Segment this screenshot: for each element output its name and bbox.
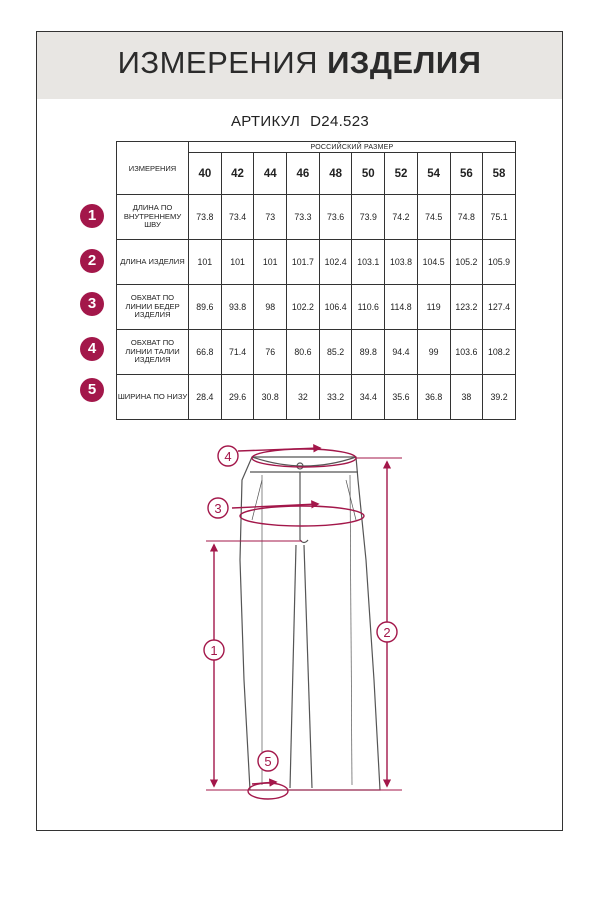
table-cell: 99 <box>417 330 450 375</box>
table-cell: 36.8 <box>417 375 450 420</box>
table-cell: 74.2 <box>385 195 418 240</box>
waist-ellipse <box>252 449 356 467</box>
article-label: АРТИКУЛ <box>231 113 301 130</box>
table-cell: 29.6 <box>221 375 254 420</box>
pocket-left <box>252 480 262 520</box>
size-header: 46 <box>287 153 320 195</box>
table-cell: 39.2 <box>483 375 516 420</box>
size-header: 50 <box>352 153 385 195</box>
table-cell: 101.7 <box>287 240 320 285</box>
table-cell: 101 <box>221 240 254 285</box>
size-header: 58 <box>483 153 516 195</box>
table-cell: 73.3 <box>287 195 320 240</box>
marker-4-label: 4 <box>224 449 232 464</box>
size-header: 44 <box>254 153 287 195</box>
table-cell: 103.8 <box>385 240 418 285</box>
table-cell: 74.8 <box>450 195 483 240</box>
marker-1 <box>204 640 224 660</box>
table-cell: 110.6 <box>352 285 385 330</box>
row-label: ОБХВАТ ПО ЛИНИИ ТАЛИИ ИЗДЕЛИЯ <box>117 330 189 375</box>
table-cell: 73 <box>254 195 287 240</box>
pocket-right <box>346 480 356 520</box>
size-header: 42 <box>221 153 254 195</box>
table-cell: 73.8 <box>189 195 222 240</box>
hip-ellipse <box>240 506 364 526</box>
table-cell: 101 <box>254 240 287 285</box>
row-label: ДЛИНА ПО ВНУТРЕННЕМУ ШВУ <box>117 195 189 240</box>
marker-2 <box>377 622 397 642</box>
table-cell: 102.2 <box>287 285 320 330</box>
russian-size-header: РОССИЙСКИЙ РАЗМЕР <box>189 142 516 153</box>
hem-ellipse <box>248 783 288 799</box>
table-cell: 103.6 <box>450 330 483 375</box>
row-label: ШИРИНА ПО НИЗУ <box>117 375 189 420</box>
table-cell: 66.8 <box>189 330 222 375</box>
row-label: ОБХВАТ ПО ЛИНИИ БЕДЕР ИЗДЕЛИЯ <box>117 285 189 330</box>
table-cell: 75.1 <box>483 195 516 240</box>
table-cell: 76 <box>254 330 287 375</box>
marker-4 <box>218 446 238 466</box>
inner-seam-right <box>304 545 312 788</box>
marker-3 <box>208 498 228 518</box>
title-bold: ИЗДЕЛИЯ <box>327 45 482 80</box>
table-cell: 123.2 <box>450 285 483 330</box>
table-cell: 38 <box>450 375 483 420</box>
table-cell: 35.6 <box>385 375 418 420</box>
table-cell: 73.9 <box>352 195 385 240</box>
size-header: 56 <box>450 153 483 195</box>
marker-1-label: 1 <box>210 643 218 658</box>
row-badge-3: 3 <box>80 292 104 316</box>
table-cell: 106.4 <box>319 285 352 330</box>
table-cell: 71.4 <box>221 330 254 375</box>
table-cell: 74.5 <box>417 195 450 240</box>
table-cell: 101 <box>189 240 222 285</box>
table-cell: 30.8 <box>254 375 287 420</box>
table-cell: 28.4 <box>189 375 222 420</box>
article-code: D24.523 <box>310 113 369 130</box>
table-cell: 85.2 <box>319 330 352 375</box>
table-cell: 94.4 <box>385 330 418 375</box>
table-cell: 105.9 <box>483 240 516 285</box>
table-cell: 98 <box>254 285 287 330</box>
inner-seam-left <box>290 545 296 788</box>
table-cell: 89.6 <box>189 285 222 330</box>
table-cell: 32 <box>287 375 320 420</box>
marker-3-label: 3 <box>214 501 222 516</box>
table-cell: 73.4 <box>221 195 254 240</box>
measure-header: ИЗМЕРЕНИЯ <box>117 142 189 195</box>
table-cell: 102.4 <box>319 240 352 285</box>
size-header: 48 <box>319 153 352 195</box>
marker-2-label: 2 <box>383 625 391 640</box>
size-header: 52 <box>385 153 418 195</box>
row-badge-1: 1 <box>80 204 104 228</box>
table-cell: 119 <box>417 285 450 330</box>
marker-5-label: 5 <box>264 754 272 769</box>
table-cell: 108.2 <box>483 330 516 375</box>
table-cell: 33.2 <box>319 375 352 420</box>
row-badge-2: 2 <box>80 249 104 273</box>
size-header: 40 <box>189 153 222 195</box>
row-label: ДЛИНА ИЗДЕЛИЯ <box>117 240 189 285</box>
size-header: 54 <box>417 153 450 195</box>
row-badge-4: 4 <box>80 337 104 361</box>
table-cell: 103.1 <box>352 240 385 285</box>
table-cell: 105.2 <box>450 240 483 285</box>
table-cell: 114.8 <box>385 285 418 330</box>
table-cell: 89.8 <box>352 330 385 375</box>
table-cell: 104.5 <box>417 240 450 285</box>
table-cell: 73.6 <box>319 195 352 240</box>
table-cell: 93.8 <box>221 285 254 330</box>
table-cell: 80.6 <box>287 330 320 375</box>
row-badge-5: 5 <box>80 378 104 402</box>
title-light: ИЗМЕРЕНИЯ <box>117 45 318 80</box>
table-cell: 127.4 <box>483 285 516 330</box>
table-cell: 34.4 <box>352 375 385 420</box>
marker-5 <box>258 751 278 771</box>
